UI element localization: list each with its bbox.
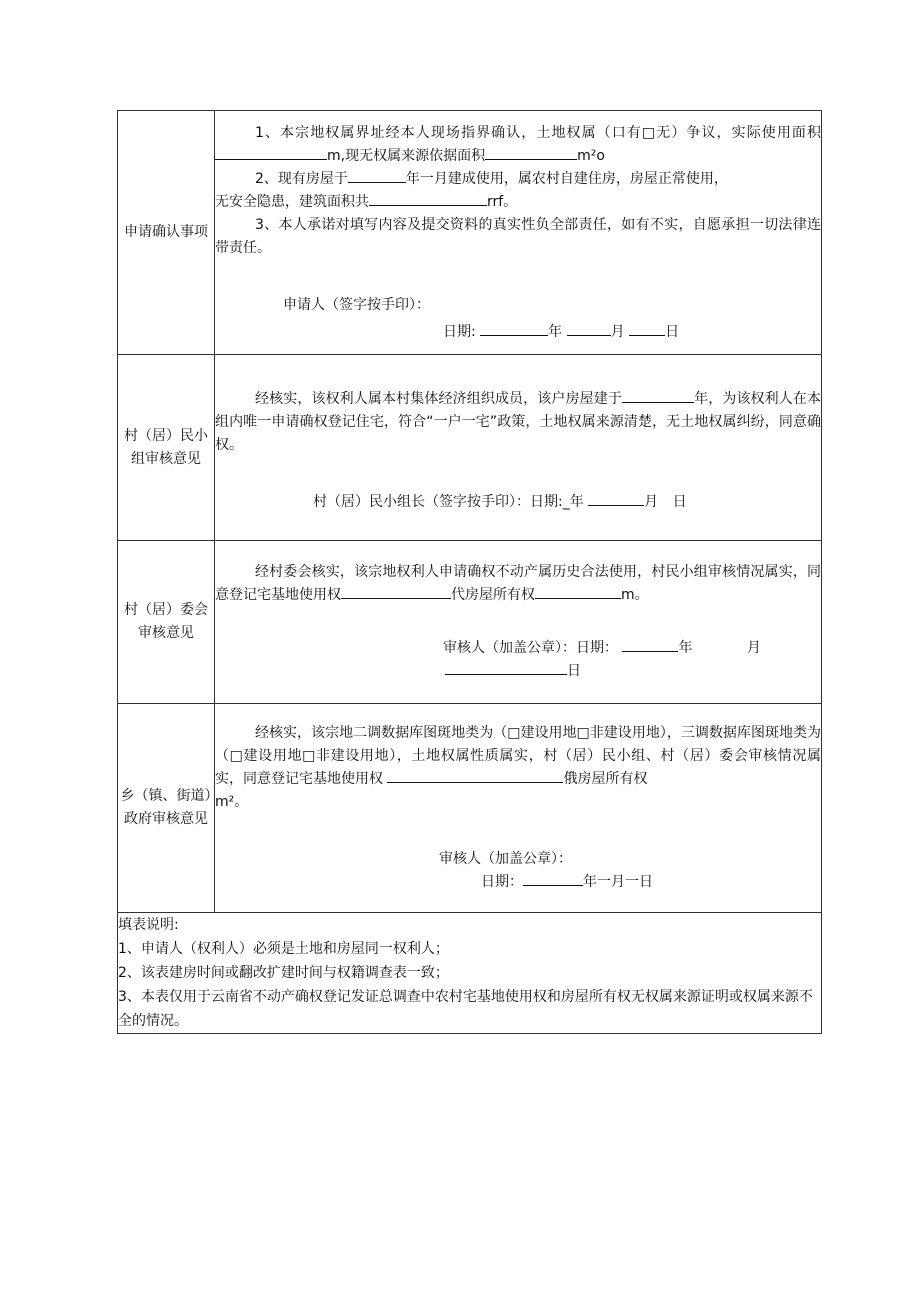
apply-day-blank[interactable] xyxy=(629,321,665,336)
town-unit: m²。 xyxy=(215,794,249,810)
apply-year-blank[interactable] xyxy=(480,321,548,336)
note-item: 2、该表建房时间或翻改扩建时间与权籍调查表一致； xyxy=(118,965,449,981)
no-source-area-blank[interactable] xyxy=(485,145,577,160)
house-right-blank[interactable] xyxy=(535,584,621,599)
application-date: 日期: 年 月 日 xyxy=(215,321,821,344)
group-leader-signature: 村（居）民小组长（签字按手印）：日期:_年 月 日 xyxy=(215,491,821,514)
village-year-blank[interactable] xyxy=(622,637,678,652)
floor-area-blank[interactable] xyxy=(369,191,487,206)
town-reviewer: 审核人（加盖公章）： xyxy=(439,851,572,867)
row-town-review xyxy=(118,704,822,913)
group-review-content xyxy=(215,355,822,541)
label-village-review: 村（居）委会审核意见 xyxy=(118,541,215,704)
group-month-blank[interactable] xyxy=(588,491,644,506)
village-reviewer: 审核人（加盖公章）：日期： 年 月 xyxy=(215,637,821,660)
label-group-review: 村（居）民小组审核意见 xyxy=(118,355,215,541)
label-application-confirmation: 申请确认事项 xyxy=(118,111,215,355)
item-2-cont: 无安全隐患，建筑面积共 rrf。 xyxy=(215,191,821,214)
row-village-review xyxy=(118,541,822,704)
confirmation-form-table xyxy=(117,110,822,1034)
town-review-text: 经核实，该宗地二调数据库图斑地类为（□建设用地□非建设用地），三调数据库图斑地类为（□建设用地□非建设用地），土地权属性质属实，村（居）民小组、村（居）委会审核情况属实，同意登记宅基地使用权 俄房屋所有权 xyxy=(215,725,821,787)
town-date: 日期： 年一月一日 xyxy=(215,871,821,894)
notes-title: 填表说明: xyxy=(118,917,179,933)
item-3: 3、本人承诺对填写内容及提交资料的真实性负全部责任，如有不实，自愿承担一切法律连带责任。 xyxy=(215,216,821,256)
row-group-review xyxy=(118,355,822,541)
item-1: 1、本宗地权属界址经本人现场指界确认，土地权属（口有□无）争议，实际使用面积 m,现无权属来源依据面积 m²o xyxy=(215,122,821,168)
village-day-line: 日 xyxy=(215,660,821,683)
item-2: 2、现有房屋于 年一月建成使用，属农村自建住房，房屋正常使用， xyxy=(215,168,821,191)
note-item: 3、本表仅用于云南省不动产确权登记发证总调查中农村宅基地使用权和房屋所有权无权属来源证明或权属来源不全的情况。 xyxy=(118,989,813,1029)
apply-month-blank[interactable] xyxy=(567,321,611,336)
used-area-blank[interactable] xyxy=(215,145,327,160)
village-day-blank[interactable] xyxy=(445,660,567,675)
group-review-text: 经核实，该权利人属本村集体经济组织成员，该户房屋建于 年，为该权利人在本组内唯一申请确权登记住宅，符合“一户一宅”政策，土地权属来源清楚，无土地权属纠纷，同意确权。 xyxy=(215,388,821,457)
house-build-year-blank[interactable] xyxy=(622,388,694,403)
note-item: 1、申请人（权利人）必须是土地和房屋同一权利人； xyxy=(118,941,449,957)
build-year-blank[interactable] xyxy=(348,168,406,183)
village-review-content xyxy=(215,541,822,704)
town-homestead-blank[interactable] xyxy=(387,768,563,783)
town-review-content xyxy=(215,704,822,913)
town-year-blank[interactable] xyxy=(523,871,583,886)
application-content xyxy=(215,111,822,355)
homestead-right-blank[interactable] xyxy=(341,584,451,599)
applicant-signature: 申请人（签字按手印）： xyxy=(283,296,430,313)
row-notes xyxy=(118,913,822,1034)
row-application xyxy=(118,111,822,355)
fill-instructions xyxy=(118,913,822,1034)
label-town-review: 乡（镇、街道）政府审核意见 xyxy=(118,704,215,913)
village-review-text: 经村委会核实，该宗地权利人申请确权不动产属历史合法使用，村民小组审核情况属实，同意登记宅基地使用权 代房屋所有权 m。 xyxy=(215,564,821,603)
